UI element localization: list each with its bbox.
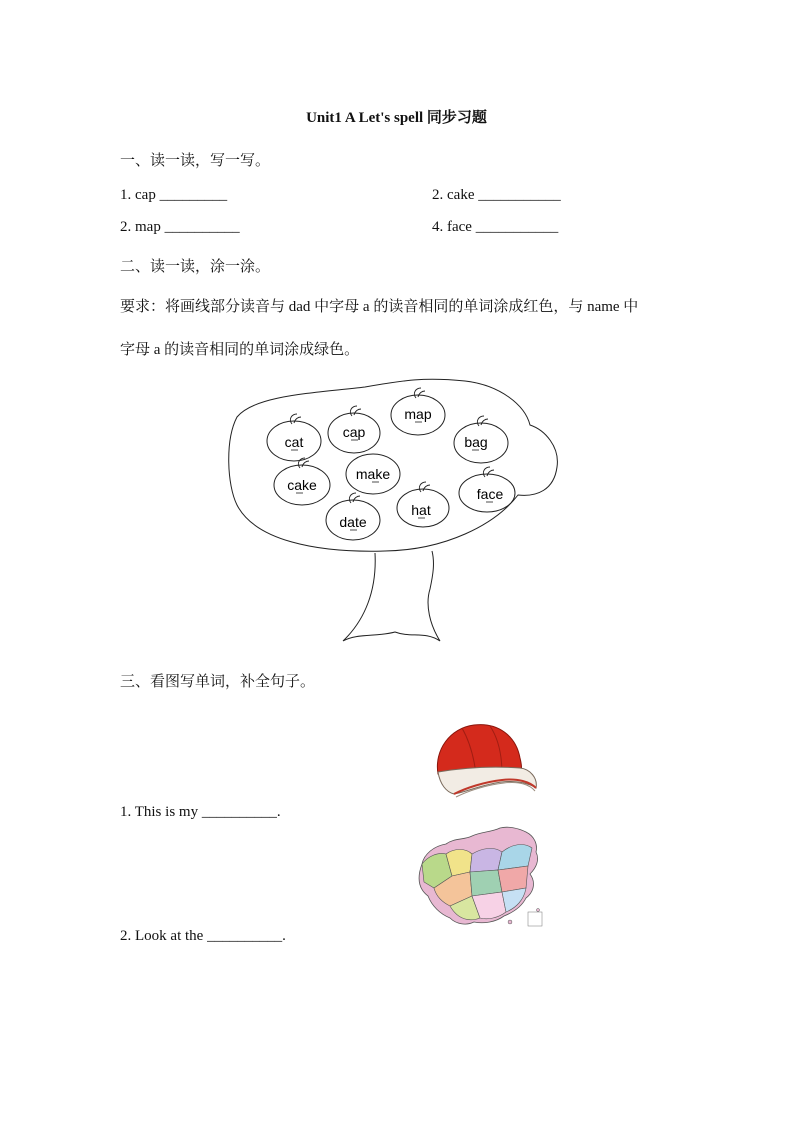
apple-word: map: [404, 406, 432, 422]
exercise-item-4: 4. face ___________: [432, 219, 559, 235]
apple-cat[interactable]: [267, 414, 321, 461]
apple-word: cake: [287, 477, 317, 493]
section-3-heading: 三、看图写单词，补全句子。: [120, 674, 316, 690]
exercise-item-3: 2. map __________: [120, 219, 240, 235]
apple-word: face: [476, 486, 504, 502]
page-title: Unit1 A Let's spell 同步习题: [306, 110, 487, 126]
instruction-line-2: 字母 a 的读音相同的单词涂成绿色。: [120, 342, 360, 358]
baseball-cap-icon: [432, 722, 540, 800]
apple-word: bag: [464, 434, 488, 450]
instruction-line-1: 要求：将画线部分读音与 dad 中字母 a 的读音相同的单词涂成红色，与 name 中: [120, 299, 639, 315]
apple-bag[interactable]: [454, 416, 508, 463]
apple-word: cap: [342, 424, 366, 440]
apple-make[interactable]: [346, 454, 400, 494]
apple-word: hat: [411, 502, 431, 518]
tree-trunk: [343, 551, 440, 641]
apple-cake[interactable]: [274, 458, 330, 505]
apple-word: make: [355, 466, 391, 482]
apple-face[interactable]: [459, 467, 515, 512]
china-map-icon: [410, 826, 546, 930]
exercise-item-2: 2. cake ___________: [432, 187, 561, 203]
apple-map[interactable]: [391, 388, 445, 435]
section-1-heading: 一、读一读，写一写。: [120, 153, 271, 169]
apple-cap[interactable]: [328, 406, 380, 453]
sentence-1: 1. This is my __________.: [120, 804, 281, 820]
apple-word: date: [339, 514, 367, 530]
section-2-heading: 二、读一读，涂一涂。: [120, 259, 271, 275]
sentence-2: 2. Look at the __________.: [120, 928, 286, 944]
apple-hat[interactable]: [397, 482, 449, 527]
exercise-item-1: 1. cap _________: [120, 187, 228, 203]
apple-tree-illustration: [225, 375, 565, 650]
apple-word: cat: [284, 434, 304, 450]
apple-date[interactable]: [326, 493, 380, 540]
